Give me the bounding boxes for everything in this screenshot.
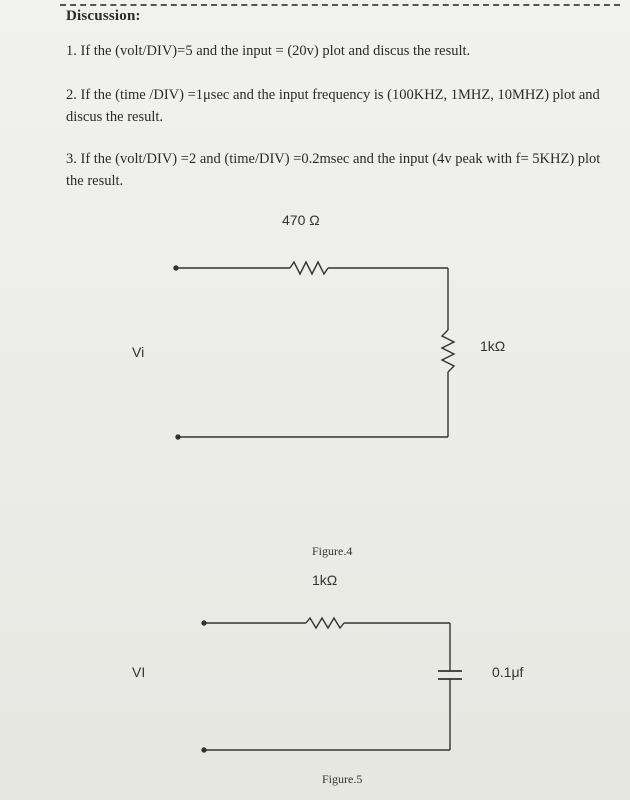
question-3: 3. If the (volt/DIV) =2 and (time/DIV) =0.2msec and the input (4v peak with f= 5KHZ) plot the result. (66, 151, 601, 189)
fig4-shunt-resistor-label: 1kΩ (480, 338, 506, 354)
fig4-shunt-resistor (442, 330, 454, 372)
discussion-heading: Discussion: (66, 8, 141, 24)
fig4-terminal-bottom (176, 435, 180, 439)
figure-5-circuit (202, 618, 462, 752)
fig5-capacitor-label: 0.1μf (492, 664, 524, 680)
fig5-resistor-label: 1kΩ (312, 572, 338, 588)
question-2: 2. If the (time /DIV) =1μsec and the input frequency is (100KHZ, 1MHZ, 10MHZ) plot and discus the result. (66, 87, 600, 125)
question-1: 1. If the (volt/DIV)=5 and the input = (20v) plot and discus the result. (66, 43, 471, 59)
fig5-input-label: VI (132, 664, 146, 680)
fig4-caption: Figure.4 (312, 544, 353, 558)
fig5-caption: Figure.5 (322, 772, 363, 786)
fig4-series-resistor-label: 470 Ω (282, 212, 320, 228)
fig5-resistor (306, 618, 344, 628)
fig5-terminal-bottom (202, 748, 206, 752)
fig4-series-resistor (290, 262, 328, 274)
fig4-input-label: Vi (132, 344, 145, 360)
figure-4-circuit (174, 262, 454, 439)
